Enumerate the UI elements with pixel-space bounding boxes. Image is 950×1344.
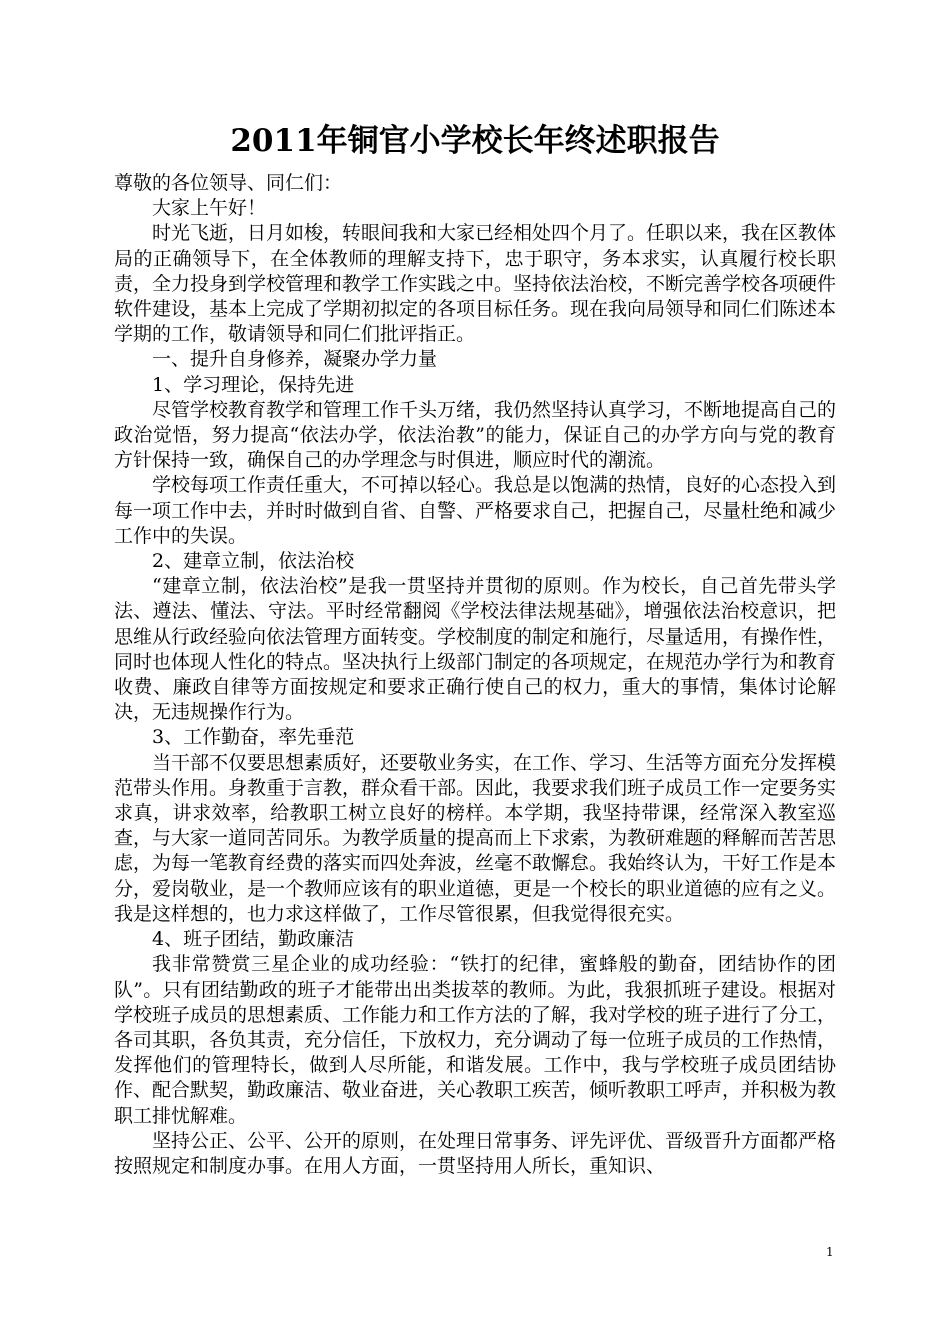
subheading-1-3: 3、工作勤奋，率先垂范 [152,726,355,749]
body-paragraph: 坚持公正、公平、公开的原则，在处理日常事务、评先评优、晋级晋升方面都严格按照规定和制度办事。在用人方面，一贯坚持用人所长，重知识、 [114,1129,837,1177]
body-paragraph: 我非常赞赏三星企业的成功经验：“铁打的纪律，蜜蜂般的勤奋，团结协作的团队”。只有团结勤政的班子才能带出出类拔萃的教师。为此，我狠抓班子建设。根据对学校班子成员的思想素质、工作能力和工作方法的了解，我对学校的班子进行了分工，各司其职，各负其责，充分信任，下放权力，充分调动了每一位班子成员的工作热情，发挥他们的管理特长，做到人尽所能，和谐发展。工作中，我与学校班子成员团结协作、配合默契，勤政廉洁、敬业奋进，关心教职工疾苦，倾听教职工呼声，并积极为教职工排忧解难。 [114,953,837,1127]
document-title: 2011年铜官小学校长年终述职报告 [230,122,720,159]
subheading-1-1: 1、学习理论，保持先进 [152,373,355,396]
subheading-1-4: 4、班子团结，勤政廉洁 [152,928,355,951]
greeting: 大家上午好！ [152,197,267,220]
subheading-1-2: 2、建章立制，依法治校 [152,550,355,573]
body-paragraph: 学校每项工作责任重大，不可掉以轻心。我总是以饱满的热情，良好的心态投入到每一项工作中去，并时时做到自省、自警、严格要求自己，把握自己，尽量杜绝和减少工作中的失误。 [114,474,837,547]
body-paragraph: “建章立制，依法治校”是我一贯坚持并贯彻的原则。作为校长，自己首先带头学法、遵法、懂法、守法。平时经常翻阅《学校法律法规基础》，增强依法治校意识，把思维从行政经验向依法管理方面转变。学校制度的制定和施行，尽量适用，有操作性，同时也体现人性化的特点。坚决执行上级部门制定的各项规定，在规范办学行为和教育收费、廉政自律等方面按规定和要求正确行使自己的权力，重大的事情，集体讨论解决，无违规操作行为。 [114,575,837,724]
body-paragraph: 尽管学校教育教学和管理工作千头万绪，我仍然坚持认真学习，不断地提高自己的政治觉悟，努力提高“依法办学，依法治教”的能力，保证自己的办学方向与党的教育方针保持一致，确保自己的办学理念与时俱进，顺应时代的潮流。 [114,398,837,472]
intro-paragraph: 时光飞逝，日月如梭，转眼间我和大家已经相处四个月了。任职以来，我在区教体局的正确领导下，在全体教师的理解支持下，忠于职守，务本求实，认真履行校长职责，全力投身到学校管理和教学工作实践之中。坚持依法治校，不断完善学校各项硬件软件建设，基本上完成了学期初拟定的各项目标任务。现在我向局领导和同仁们陈述本学期的工作，敬请领导和同仁们批评指正。 [114,222,837,346]
page-number: 1 [826,1245,834,1259]
document-body [114,171,836,1179]
salutation: 尊敬的各位领导、同仁们： [114,172,343,194]
section-heading-1: 一、提升自身修养，凝聚办学力量 [152,348,438,371]
body-paragraph: 当干部不仅要思想素质好，还要敬业务实，在工作、学习、生活等方面充分发挥模范带头作用。身教重于言教，群众看干部。因此，我要求我们班子成员工作一定要务实求真，讲求效率，给教职工树立良好的榜样。本学期，我坚持带课，经常深入教室巡查，与大家一道同苦同乐。为教学质量的提高而上下求索，为教研难题的释解而苦苦思虑，为每一笔教育经费的落实而四处奔波，丝毫不敢懈怠。我始终认为，干好工作是本分，爱岗敬业，是一个教师应该有的职业道德，更是一个校长的职业道德的应有之义。我是这样想的，也力求这样做了，工作尽管很累，但我觉得很充实。 [114,751,837,925]
